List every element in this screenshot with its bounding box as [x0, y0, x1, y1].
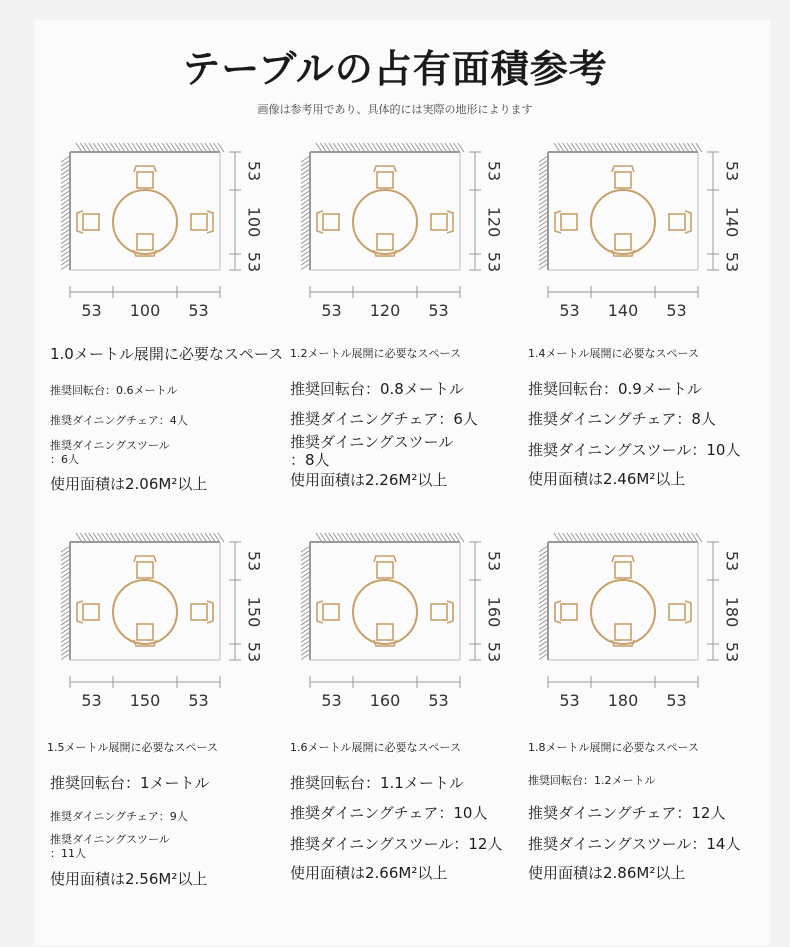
- chair-recommendation: 推奨ダイニングチェア：12人: [528, 804, 726, 822]
- chair-right: [431, 601, 453, 623]
- dimension-label-right: 53: [666, 301, 687, 320]
- chair-seat: [669, 214, 685, 230]
- space-caption: 1.8メートル展開に必要なスペース: [528, 741, 699, 754]
- chair-right: [669, 601, 691, 623]
- dimension-label-right: 53: [188, 691, 209, 710]
- stool-recommendation: 推奨ダイニングスツール: [290, 433, 454, 451]
- turntable-recommendation: 推奨回転台：0.9メートル: [528, 380, 702, 398]
- chair-recommendation: 推奨ダイニングチェア：10人: [290, 804, 488, 822]
- chair-seat: [323, 604, 339, 620]
- chair-seat: [377, 624, 393, 640]
- dimension-label-bottom: 53: [484, 641, 504, 663]
- chair-back: [374, 166, 396, 172]
- chair-top: [612, 556, 634, 578]
- chair-right: [669, 211, 691, 233]
- stool-count: ：11人: [50, 847, 86, 860]
- chair-top: [374, 166, 396, 188]
- chair-top: [374, 556, 396, 578]
- chair-seat: [615, 172, 631, 188]
- chair-seat: [83, 604, 99, 620]
- turntable-recommendation: 推奨回転台：1.1メートル: [290, 774, 464, 792]
- chair-back: [555, 211, 561, 233]
- space-caption: 1.5メートル展開に必要なスペース: [47, 741, 218, 754]
- chair-recommendation: 推奨ダイニングチェア：6人: [290, 410, 478, 428]
- stool-count: ：8人: [290, 451, 330, 469]
- chair-seat: [615, 624, 631, 640]
- chair-back: [77, 601, 83, 623]
- turntable-recommendation: 推奨回転台：0.8メートル: [290, 380, 464, 398]
- chair-recommendation: 推奨ダイニングチェア：4人: [50, 414, 188, 427]
- area-requirement: 使用面積は2.06M²以上: [50, 475, 208, 493]
- area-requirement: 使用面積は2.86M²以上: [528, 864, 686, 882]
- chair-top: [134, 556, 156, 578]
- dimension-label-top: 53: [244, 550, 264, 572]
- dimension-label-width: 140: [607, 301, 639, 320]
- chair-seat: [137, 234, 153, 250]
- chair-back: [612, 166, 634, 172]
- chair-recommendation: 推奨ダイニングチェア：8人: [528, 410, 716, 428]
- area-requirement: 使用面積は2.46M²以上: [528, 470, 686, 488]
- space-caption: 1.4メートル展開に必要なスペース: [528, 347, 699, 360]
- chair-back: [77, 211, 83, 233]
- chair-back: [134, 166, 156, 172]
- chair-seat: [431, 214, 447, 230]
- dimension-label-top: 53: [722, 160, 742, 182]
- dimension-label-depth: 180: [722, 596, 742, 628]
- chair-seat: [323, 214, 339, 230]
- chair-back: [207, 211, 213, 233]
- chair-left: [555, 601, 577, 623]
- chair-seat: [137, 624, 153, 640]
- stool-recommendation: 推奨ダイニングスツール: [50, 833, 170, 846]
- dimension-label-left: 53: [81, 301, 102, 320]
- chair-seat: [669, 604, 685, 620]
- dimension-label-top: 53: [484, 160, 504, 182]
- chair-seat: [561, 604, 577, 620]
- layout-diagram-4: [50, 530, 290, 720]
- stool-recommendation: 推奨ダイニングスツール: [50, 439, 170, 452]
- round-table: [591, 580, 655, 644]
- chair-seat: [615, 562, 631, 578]
- turntable-recommendation: 推奨回転台：0.6メートル: [50, 384, 178, 397]
- page-title: テーブルの占有面積参考: [182, 47, 608, 91]
- chair-back: [207, 601, 213, 623]
- dimension-label-bottom: 53: [722, 641, 742, 663]
- dimension-label-width: 120: [369, 301, 401, 320]
- space-caption: 1.2メートル展開に必要なスペース: [290, 347, 461, 360]
- dimension-label-left: 53: [321, 691, 342, 710]
- dimension-label-top: 53: [244, 160, 264, 182]
- chair-seat: [83, 214, 99, 230]
- dimension-label-left: 53: [559, 691, 580, 710]
- dimension-label-width: 160: [369, 691, 401, 710]
- dimension-label-right: 53: [428, 691, 449, 710]
- stool-recommendation: 推奨ダイニングスツール：12人: [290, 835, 503, 853]
- chair-seat: [377, 234, 393, 250]
- turntable-recommendation: 推奨回転台：1メートル: [50, 774, 210, 792]
- dimension-label-depth: 140: [722, 206, 742, 238]
- chair-seat: [377, 172, 393, 188]
- layout-diagram-2: [290, 140, 530, 330]
- dimension-label-depth: 120: [484, 206, 504, 238]
- dimension-label-right: 53: [666, 691, 687, 710]
- round-table: [591, 190, 655, 254]
- dimension-label-right: 53: [428, 301, 449, 320]
- layout-diagram-1: [50, 140, 290, 330]
- turntable-recommendation: 推奨回転台：1.2メートル: [528, 774, 656, 787]
- dimension-label-width: 180: [607, 691, 639, 710]
- chair-seat: [137, 172, 153, 188]
- dimension-label-bottom: 53: [722, 251, 742, 273]
- chair-seat: [377, 562, 393, 578]
- dimension-label-bottom: 53: [244, 251, 264, 273]
- dimension-label-depth: 100: [244, 206, 264, 238]
- dimension-label-bottom: 53: [484, 251, 504, 273]
- layout-diagram-6: [528, 530, 768, 720]
- area-requirement: 使用面積は2.56M²以上: [50, 870, 208, 888]
- chair-right: [191, 211, 213, 233]
- dimension-label-top: 53: [722, 550, 742, 572]
- chair-recommendation: 推奨ダイニングチェア：9人: [50, 810, 188, 823]
- stool-count: ：6人: [50, 453, 79, 466]
- round-table: [113, 190, 177, 254]
- chair-back: [447, 211, 453, 233]
- dimension-label-width: 150: [129, 691, 161, 710]
- chair-left: [77, 601, 99, 623]
- stool-recommendation: 推奨ダイニングスツール：14人: [528, 835, 741, 853]
- dimension-label-depth: 150: [244, 596, 264, 628]
- chair-left: [317, 211, 339, 233]
- chair-right: [191, 601, 213, 623]
- chair-right: [431, 211, 453, 233]
- chair-seat: [561, 214, 577, 230]
- chair-seat: [137, 562, 153, 578]
- chair-seat: [431, 604, 447, 620]
- stool-recommendation: 推奨ダイニングスツール：10人: [528, 441, 741, 459]
- chair-back: [612, 556, 634, 562]
- chair-top: [612, 166, 634, 188]
- dimension-label-right: 53: [188, 301, 209, 320]
- dimension-label-depth: 160: [484, 596, 504, 628]
- dimension-label-left: 53: [321, 301, 342, 320]
- page-subtitle: 画像は参考用であり、具体的には実際の地形によります: [257, 103, 533, 116]
- area-requirement: 使用面積は2.66M²以上: [290, 864, 448, 882]
- chair-left: [77, 211, 99, 233]
- chair-back: [317, 601, 323, 623]
- chair-top: [134, 166, 156, 188]
- chair-back: [555, 601, 561, 623]
- dimension-label-top: 53: [484, 550, 504, 572]
- layout-diagram-5: [290, 530, 530, 720]
- chair-left: [317, 601, 339, 623]
- dimension-label-left: 53: [559, 301, 580, 320]
- layout-diagram-3: [528, 140, 768, 330]
- round-table: [353, 190, 417, 254]
- chair-back: [685, 601, 691, 623]
- dimension-label-bottom: 53: [244, 641, 264, 663]
- chair-seat: [191, 214, 207, 230]
- dimension-label-left: 53: [81, 691, 102, 710]
- chair-seat: [191, 604, 207, 620]
- chair-left: [555, 211, 577, 233]
- chair-back: [317, 211, 323, 233]
- chair-seat: [615, 234, 631, 250]
- space-caption: 1.0メートル展開に必要なスペース: [50, 345, 284, 363]
- chair-back: [447, 601, 453, 623]
- round-table: [353, 580, 417, 644]
- chair-back: [134, 556, 156, 562]
- area-requirement: 使用面積は2.26M²以上: [290, 471, 448, 489]
- round-table: [113, 580, 177, 644]
- dimension-label-width: 100: [129, 301, 161, 320]
- chair-back: [374, 556, 396, 562]
- chair-back: [685, 211, 691, 233]
- space-caption: 1.6メートル展開に必要なスペース: [290, 741, 461, 754]
